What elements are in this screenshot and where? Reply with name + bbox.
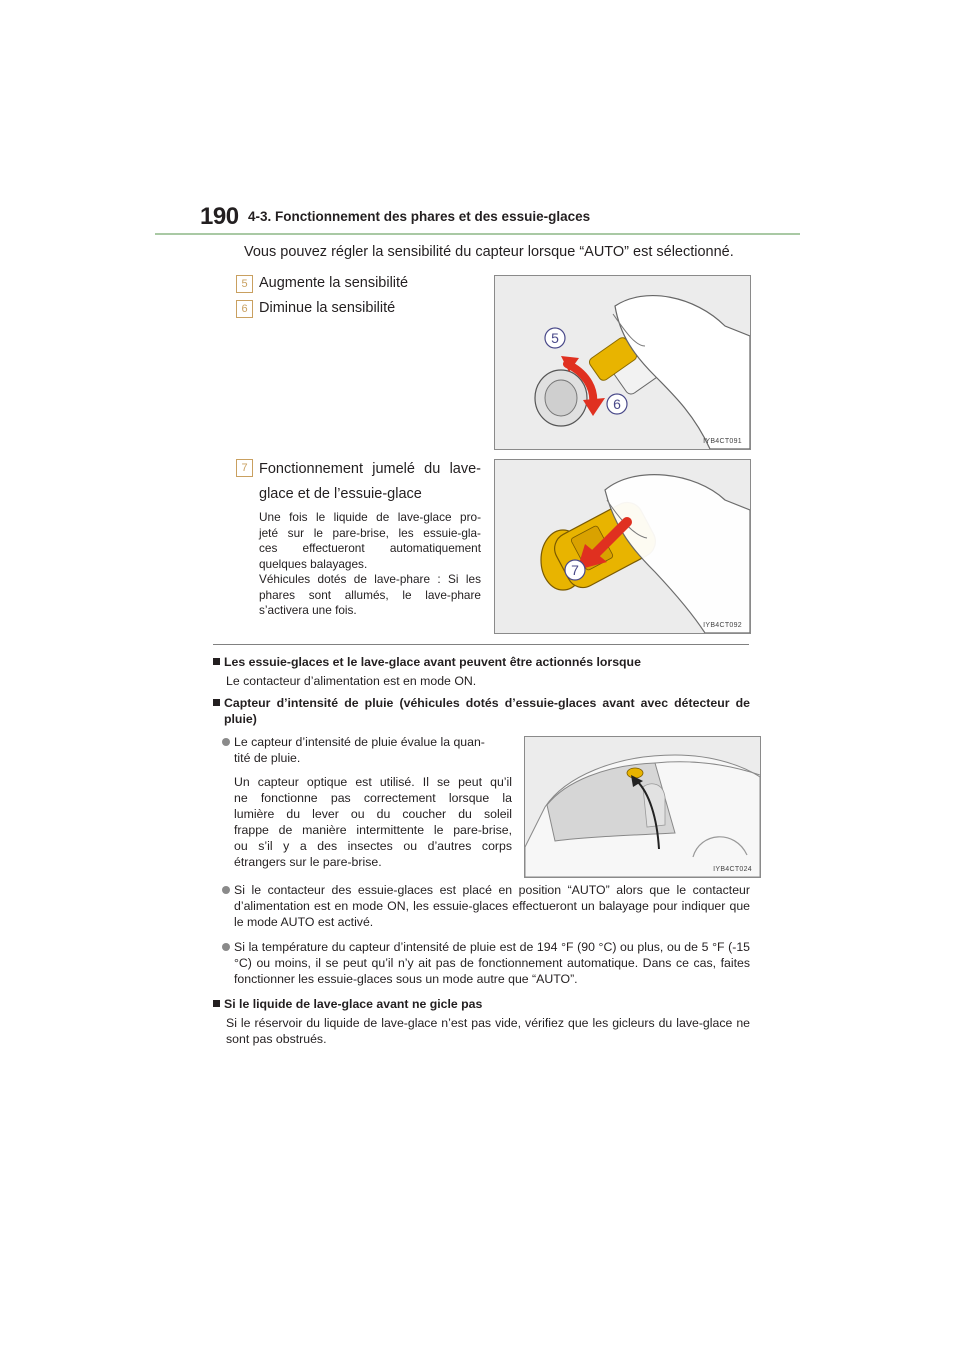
- extra-line: étrangers sur le pare-brise.: [234, 855, 382, 869]
- extra-line: Un capteur optique est utilisé. Il se peut qu’il: [234, 775, 512, 789]
- chapter-title: 4-3. Fonctionnement des phares et des essuie-glaces: [248, 209, 591, 224]
- round-bullet-icon: [222, 943, 230, 951]
- page-number: 190: [200, 203, 239, 230]
- note-body: Si le réservoir du liquide de lave-glace n’est pas vide, vérifiez que les gicleurs du lave-glace ne sont pas obstrués.: [226, 1016, 750, 1046]
- intro-text: Vous pouvez régler la sensibilité du capteur lorsque “AUTO” est sélectionné.: [244, 244, 734, 260]
- note-rain-sensor: [213, 695, 750, 727]
- item-washer-wiper-description: [259, 510, 481, 619]
- svg-text:6: 6: [613, 396, 621, 412]
- rain-sensor-bullet-3: [222, 939, 750, 987]
- sensitivity-knob-illustration: [495, 276, 750, 449]
- svg-text:5: 5: [551, 330, 559, 346]
- item-decrease-sensitivity: Diminue la sensibilité: [259, 300, 396, 316]
- extra-line: ou s’il y a des insectes ou d’autres corps: [234, 839, 512, 853]
- extra-line: lumière du lever ou du coucher du soleil: [234, 807, 512, 821]
- figure-sensitivity-knob: [494, 275, 751, 450]
- desc-line: s’activera une fois.: [259, 603, 357, 617]
- item-increase-sensitivity: Augmente la sensibilité: [259, 275, 409, 291]
- callout-number-6: 6: [236, 300, 253, 318]
- note-title: Les essuie-glaces et le lave-glace avant peuvent être actionnés lorsque: [224, 655, 641, 669]
- rain-sensor-bullet-2: [222, 882, 750, 930]
- svg-text:7: 7: [571, 562, 579, 578]
- note-body: Le contacteur d’alimentation est en mode ON.: [226, 674, 477, 688]
- note-title: Si le liquide de lave-glace avant ne gicle pas: [224, 997, 483, 1011]
- desc-line: ces effectueront automatiquement: [259, 541, 481, 555]
- figure-code: IYB4CT024: [713, 866, 752, 873]
- desc-line: phares sont allumés, le lave-phare: [259, 587, 481, 602]
- note-title: Capteur d’intensité de pluie (véhicules dotés d’essuie-glaces avant avec détecteur de pluie): [224, 696, 750, 726]
- extra-line: ne fonctionne pas correctement lorsque la: [234, 791, 512, 805]
- note-when-operable: [213, 654, 750, 689]
- rain-sensor-bullet-1: [222, 734, 512, 870]
- desc-line: Une fois le liquide de lave-glace pro-: [259, 510, 481, 524]
- note-washer-not-spraying: [213, 996, 750, 1047]
- section-divider: [213, 644, 749, 645]
- round-bullet-icon: [222, 738, 230, 746]
- figure-code: IYB4CT091: [703, 438, 742, 445]
- callout-number-7: 7: [236, 459, 253, 477]
- square-bullet-icon: [213, 699, 220, 706]
- figure-code: IYB4CT092: [703, 622, 742, 629]
- bullet-extra: [222, 774, 512, 870]
- figure-rain-sensor-car: [524, 736, 761, 878]
- header-divider: [155, 233, 800, 235]
- square-bullet-icon: [213, 1000, 220, 1007]
- square-bullet-icon: [213, 658, 220, 665]
- bullet-line: tité de pluie.: [234, 751, 301, 765]
- bullet-text: Si la température du capteur d’intensité de pluie est de 194 °F (90 °C) ou plus, ou de 5 °F (-15 °C) ou moins, il se peut qu’il n’y ait pas de fonctionnement automatique. Dans ce cas, faites fonctionner les essuie-glaces sous un mode autre que “AUTO”.: [234, 940, 750, 986]
- bullet-text: Si le contacteur des essuie-glaces est placé en position “AUTO” alors que le contacteur d’alimentation est en mode ON, les essuie-glaces effectueront un balayage pour indiquer que le mode AUTO est activé.: [234, 883, 750, 929]
- figure-washer-knob: [494, 459, 751, 634]
- callout-number-5: 5: [236, 275, 253, 293]
- bullet-line: Le capteur d’intensité de pluie évalue la quan-: [234, 735, 485, 749]
- desc-line: quelques balayages.: [259, 556, 368, 571]
- extra-line: frappe de manière intermittente le pare-brise,: [234, 823, 512, 837]
- washer-knob-illustration: [495, 460, 750, 633]
- desc-line: Véhicules dotés de lave-phare : Si les: [259, 572, 481, 586]
- desc-line: jeté sur le pare-brise, les essuie-gla-: [259, 525, 481, 540]
- item-washer-wiper-label: Fonctionnement jumelé du lave-glace et de l’essuie-glace: [259, 461, 481, 502]
- rain-sensor-car-illustration: [525, 737, 760, 877]
- round-bullet-icon: [222, 886, 230, 894]
